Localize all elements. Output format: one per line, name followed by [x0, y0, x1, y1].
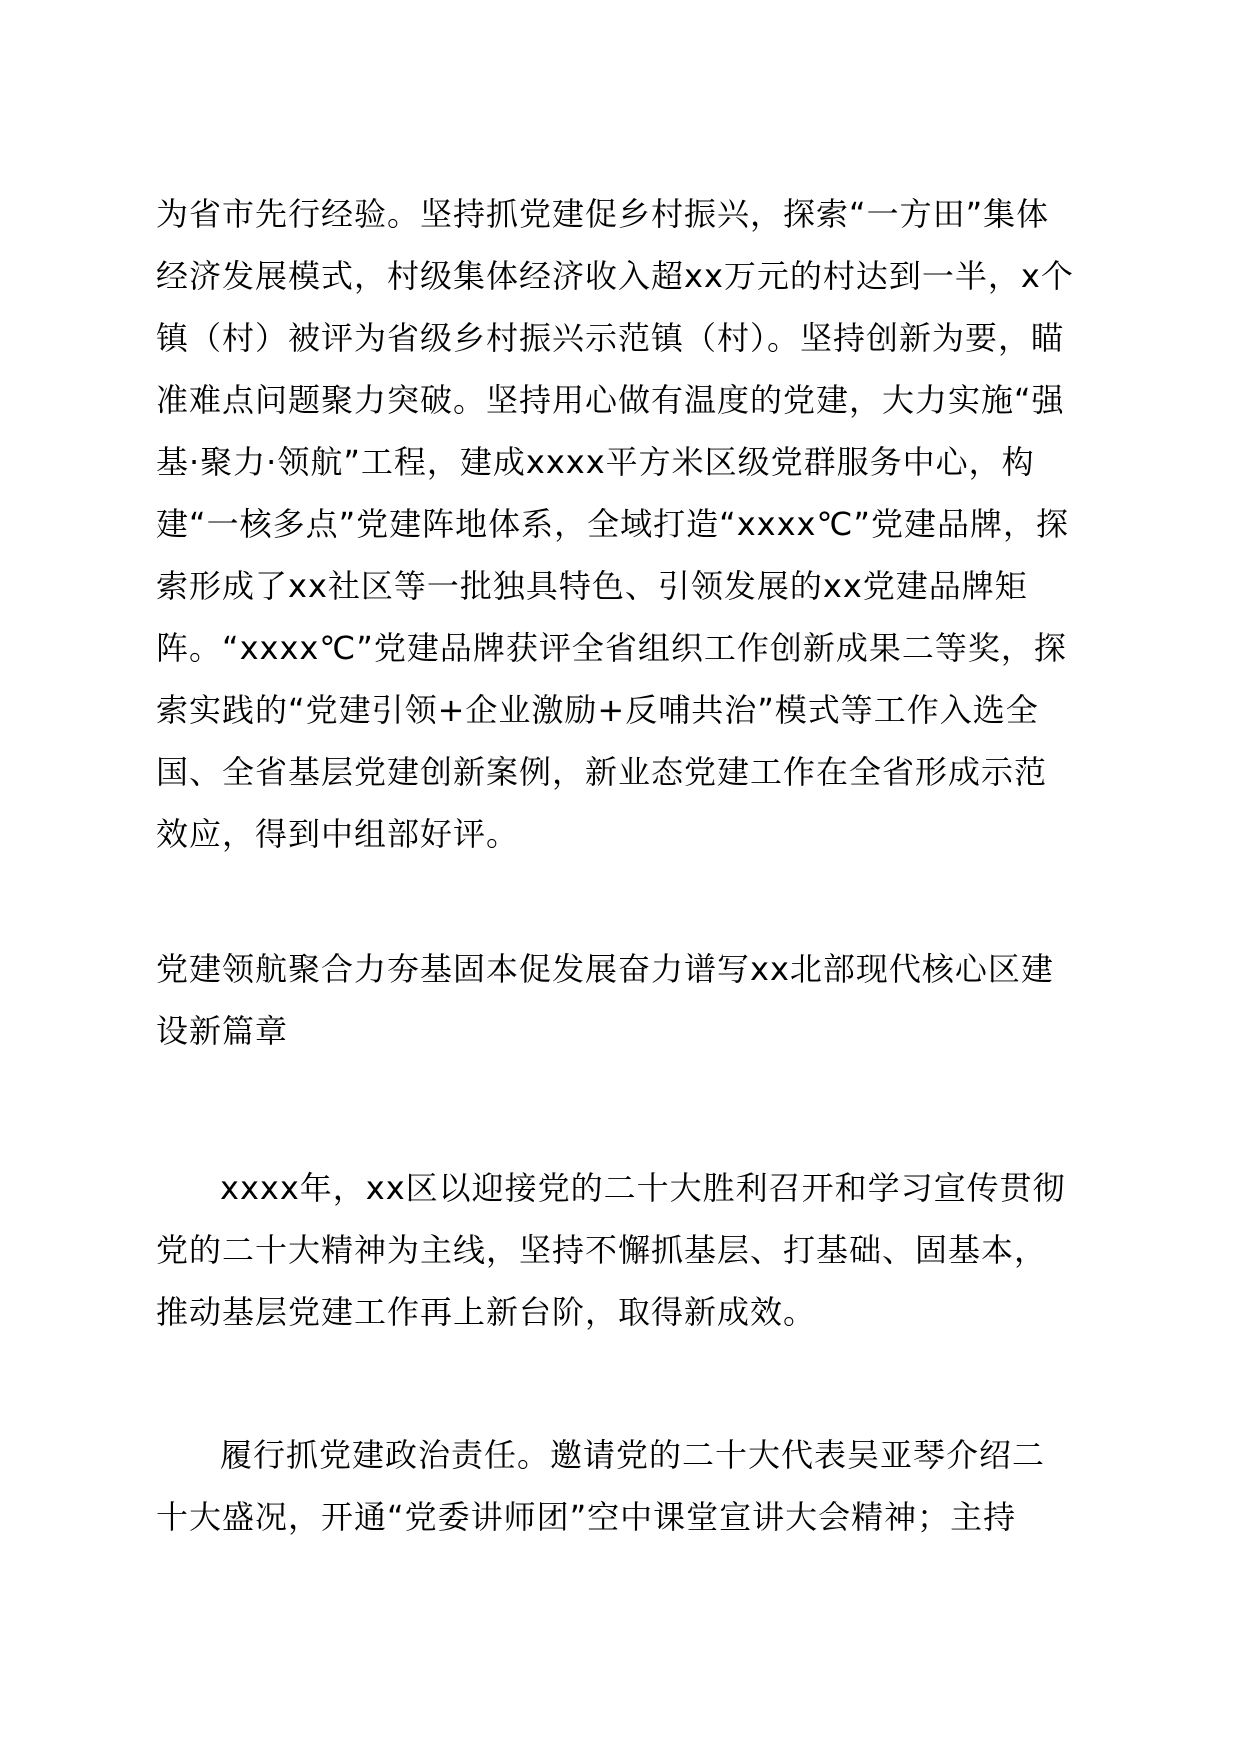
- body-paragraph-1: 为省市先行经验。坚持抓党建促乡村振兴，探索“一方田”集体经济发展模式，村级集体经济收入超xx万元的村达到一半，x个镇（村）被评为省级乡村振兴示范镇（村）。坚持创新为要，瞄准难点问题聚力突破。坚持用心做有温度的党建，大力实施“强基·聚力·领航”工程，建成xxxx平方米区级党群服务中心，构建“一核多点”党建阵地体系，全域打造“xxxx℃”党建品牌，探索形成了xx社区等一批独具特色、引领发展的xx党建品牌矩阵。“xxxx℃”党建品牌获评全省组织工作创新成果二等奖，探索实践的“党建引领+企业激励+反哺共治”模式等工作入选全国、全省基层党建创新案例，新业态党建工作在全省形成示范效应，得到中组部好评。: [156, 195, 1074, 853]
- body-paragraph-3: 履行抓党建政治责任。邀请党的二十大代表吴亚琴介绍二十大盛况，开通“党委讲师团”空中课堂宣讲大会精神；主持: [156, 1436, 1046, 1536]
- section-heading: 党建领航聚合力夯基固本促发展奋力谱写xx北部现代核心区建设新篇章: [156, 950, 1054, 1050]
- body-paragraph-2: xxxx年，xx区以迎接党的二十大胜利召开和学习宣传贯彻党的二十大精神为主线，坚持不懈抓基层、打基础、固基本，推动基层党建工作再上新台阶，取得新成效。: [156, 1169, 1066, 1331]
